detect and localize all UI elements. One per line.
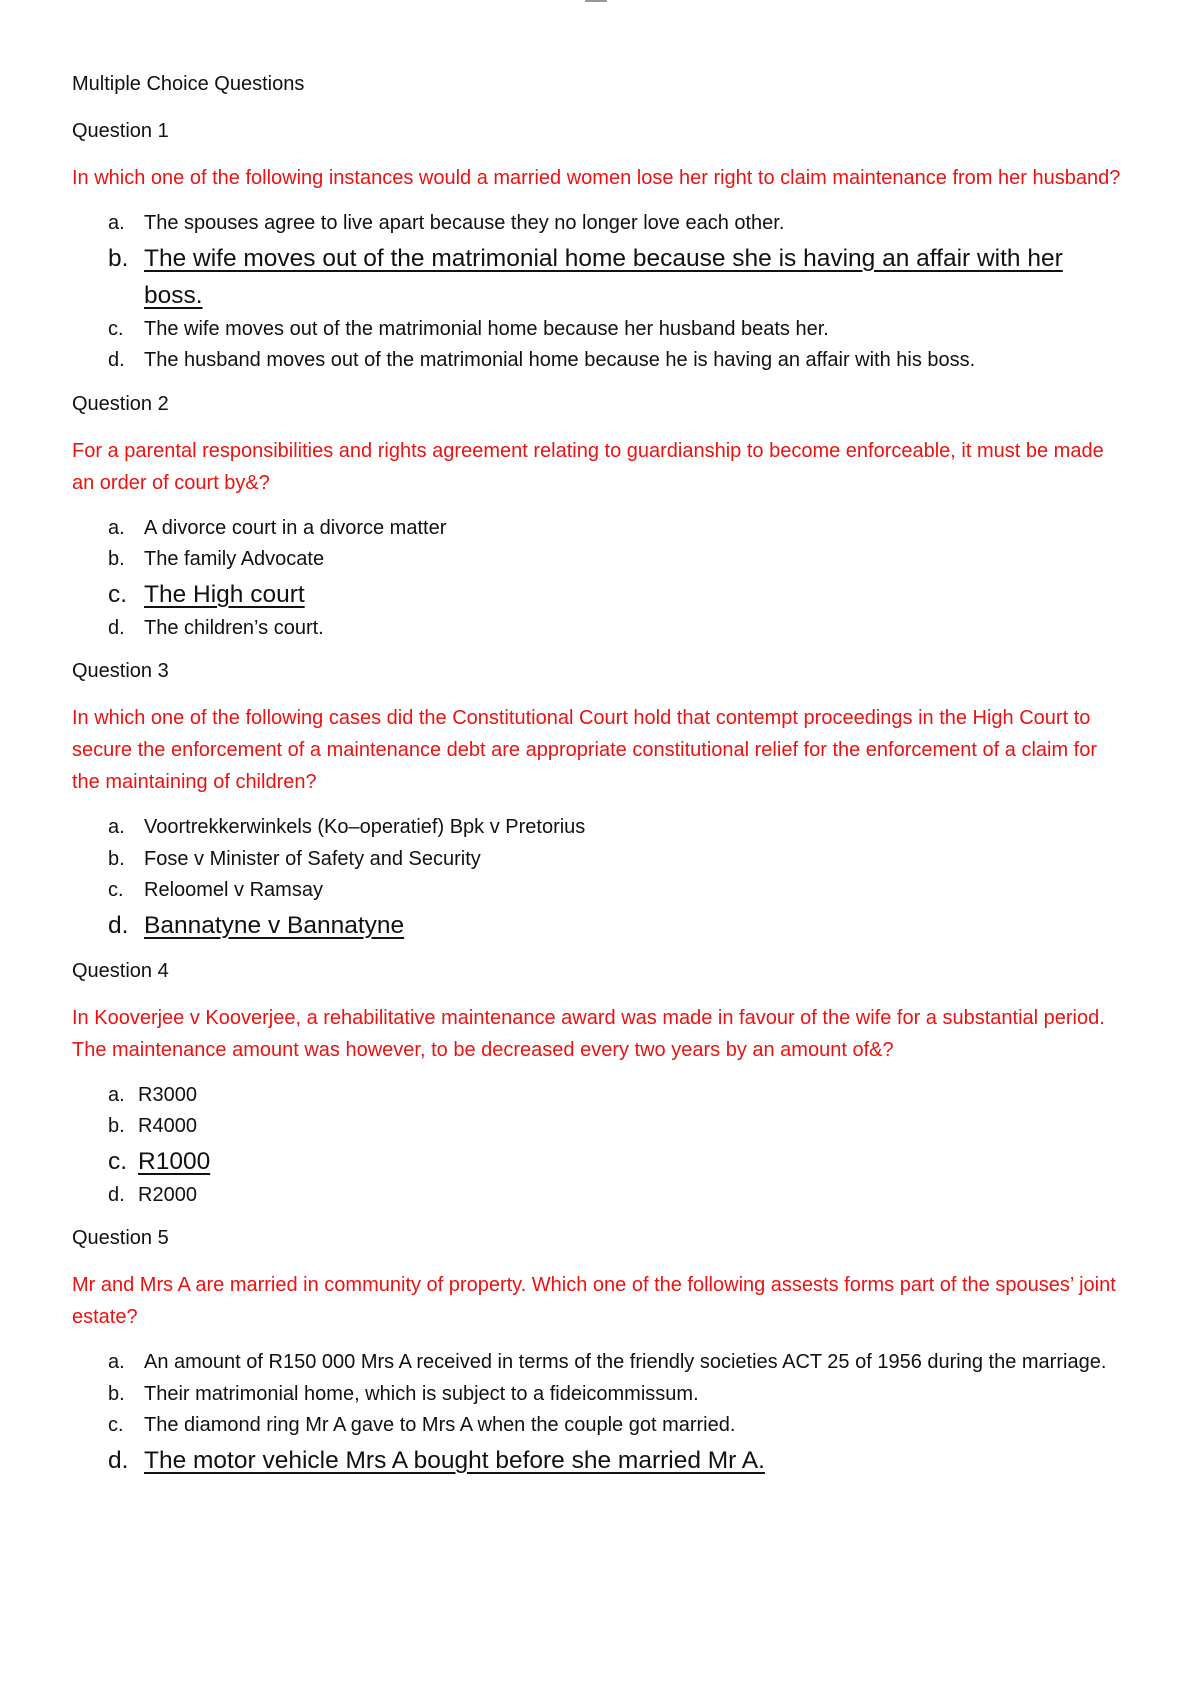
option-letter: b. bbox=[108, 548, 125, 570]
option-text: The spouses agree to live apart because they no longer love each other. bbox=[144, 212, 785, 234]
option-text: R2000 bbox=[138, 1183, 197, 1206]
options-list bbox=[72, 1080, 1122, 1212]
question-label: Question 5 bbox=[72, 1227, 169, 1249]
question-label: Question 1 bbox=[72, 120, 169, 142]
option-text: A divorce court in a divorce matter bbox=[144, 516, 447, 539]
question-4 bbox=[72, 957, 1122, 1212]
option-c-answer bbox=[72, 576, 1122, 613]
page-top-mark bbox=[585, 0, 607, 2]
option-text: The wife moves out of the matrimonial home because she is having an affair with her boss. bbox=[144, 244, 1063, 309]
option-letter: c. bbox=[108, 1147, 128, 1175]
option-letter: d. bbox=[108, 1183, 125, 1206]
option-a bbox=[72, 513, 1122, 545]
option-text: R4000 bbox=[138, 1115, 197, 1137]
option-text: The children’s court. bbox=[144, 616, 324, 639]
question-1 bbox=[72, 117, 1122, 377]
option-text: The husband moves out of the matrimonial home because he is having an affair with his boss. bbox=[144, 349, 976, 371]
option-text: Voortrekkerwinkels (Ko–operatief) Bpk v Pretorius bbox=[144, 816, 586, 838]
option-text: Bannatyne v Bannatyne bbox=[144, 911, 405, 939]
document-body bbox=[72, 70, 1122, 1492]
question-text: In Kooverjee v Kooverjee, a rehabilitative maintenance award was made in favour of the wife for a substantial period. The maintenance amount was however, to be decreased every two years by an amount of&? bbox=[72, 1006, 1105, 1061]
question-text: In which one of the following instances would a married women lose her right to claim maintenance from her husband? bbox=[72, 167, 1121, 189]
question-5 bbox=[72, 1224, 1122, 1479]
options-list bbox=[72, 208, 1122, 377]
question-label: Question 4 bbox=[72, 959, 169, 982]
option-d bbox=[72, 1180, 1122, 1212]
question-text: Mr and Mrs A are married in community of property. Which one of the following assests forms part of the spouses’ joint estate? bbox=[72, 1274, 1116, 1328]
option-letter: d. bbox=[108, 349, 125, 371]
option-letter: b. bbox=[108, 244, 129, 272]
question-text: For a parental responsibilities and rights agreement relating to guardianship to become enforceable, it must be made an order of court by&? bbox=[72, 439, 1104, 494]
option-text: The diamond ring Mr A gave to Mrs A when the couple got married. bbox=[144, 1414, 736, 1436]
option-text: The motor vehicle Mrs A bought before she married Mr A. bbox=[144, 1446, 765, 1474]
options-list bbox=[72, 513, 1122, 645]
option-d bbox=[72, 613, 1122, 645]
option-letter: a. bbox=[108, 1351, 125, 1373]
option-letter: b. bbox=[108, 847, 125, 870]
option-letter: c. bbox=[108, 1414, 124, 1436]
question-3 bbox=[72, 657, 1122, 944]
option-b bbox=[72, 1379, 1122, 1411]
option-d-answer bbox=[72, 907, 1122, 944]
option-text: The High court bbox=[144, 580, 305, 608]
option-text: The family Advocate bbox=[144, 548, 325, 570]
option-letter: c. bbox=[108, 580, 128, 608]
question-label: Question 2 bbox=[72, 392, 169, 415]
option-c bbox=[72, 314, 1122, 346]
option-letter: d. bbox=[108, 1446, 129, 1474]
option-a bbox=[72, 812, 1122, 844]
option-text: An amount of R150 000 Mrs A received in terms of the friendly societies ACT 25 of 1956 during the marriage. bbox=[144, 1351, 1107, 1373]
option-letter: d. bbox=[108, 911, 129, 939]
option-text: Their matrimonial home, which is subject to a fideicommissum. bbox=[144, 1382, 699, 1405]
question-2 bbox=[72, 390, 1122, 645]
option-letter: a. bbox=[108, 816, 125, 838]
option-letter: c. bbox=[108, 879, 124, 901]
option-letter: b. bbox=[108, 1382, 125, 1405]
document-heading: Multiple Choice Questions bbox=[72, 73, 305, 95]
question-label: Question 3 bbox=[72, 660, 169, 682]
option-b bbox=[72, 544, 1122, 576]
option-letter: a. bbox=[108, 516, 125, 539]
options-list bbox=[72, 812, 1122, 944]
option-c bbox=[72, 1410, 1122, 1442]
option-letter: d. bbox=[108, 616, 125, 639]
option-c-answer bbox=[72, 1143, 1122, 1180]
option-letter: c. bbox=[108, 317, 124, 340]
option-text: Fose v Minister of Safety and Security bbox=[144, 847, 481, 870]
option-a bbox=[72, 1347, 1122, 1379]
option-letter: b. bbox=[108, 1115, 125, 1137]
option-b bbox=[72, 1111, 1122, 1143]
option-text: R1000 bbox=[138, 1147, 211, 1175]
option-letter: a. bbox=[108, 212, 125, 234]
option-text: The wife moves out of the matrimonial home because her husband beats her. bbox=[144, 317, 829, 340]
options-list bbox=[72, 1347, 1122, 1479]
option-b bbox=[72, 844, 1122, 876]
option-d-answer bbox=[72, 1442, 1122, 1479]
option-d bbox=[72, 345, 1122, 377]
option-a bbox=[72, 208, 1122, 240]
option-c bbox=[72, 875, 1122, 907]
option-text: R3000 bbox=[138, 1083, 197, 1106]
option-text: Reloomel v Ramsay bbox=[144, 879, 323, 901]
question-text: In which one of the following cases did the Constitutional Court hold that contempt proceedings in the High Court to secure the enforcement of a maintenance debt are appropriate constitutional relief for the enforcement of a claim for the maintaining of children? bbox=[72, 707, 1098, 793]
option-b-answer bbox=[72, 240, 1122, 314]
option-a bbox=[72, 1080, 1122, 1112]
option-letter: a. bbox=[108, 1083, 125, 1106]
